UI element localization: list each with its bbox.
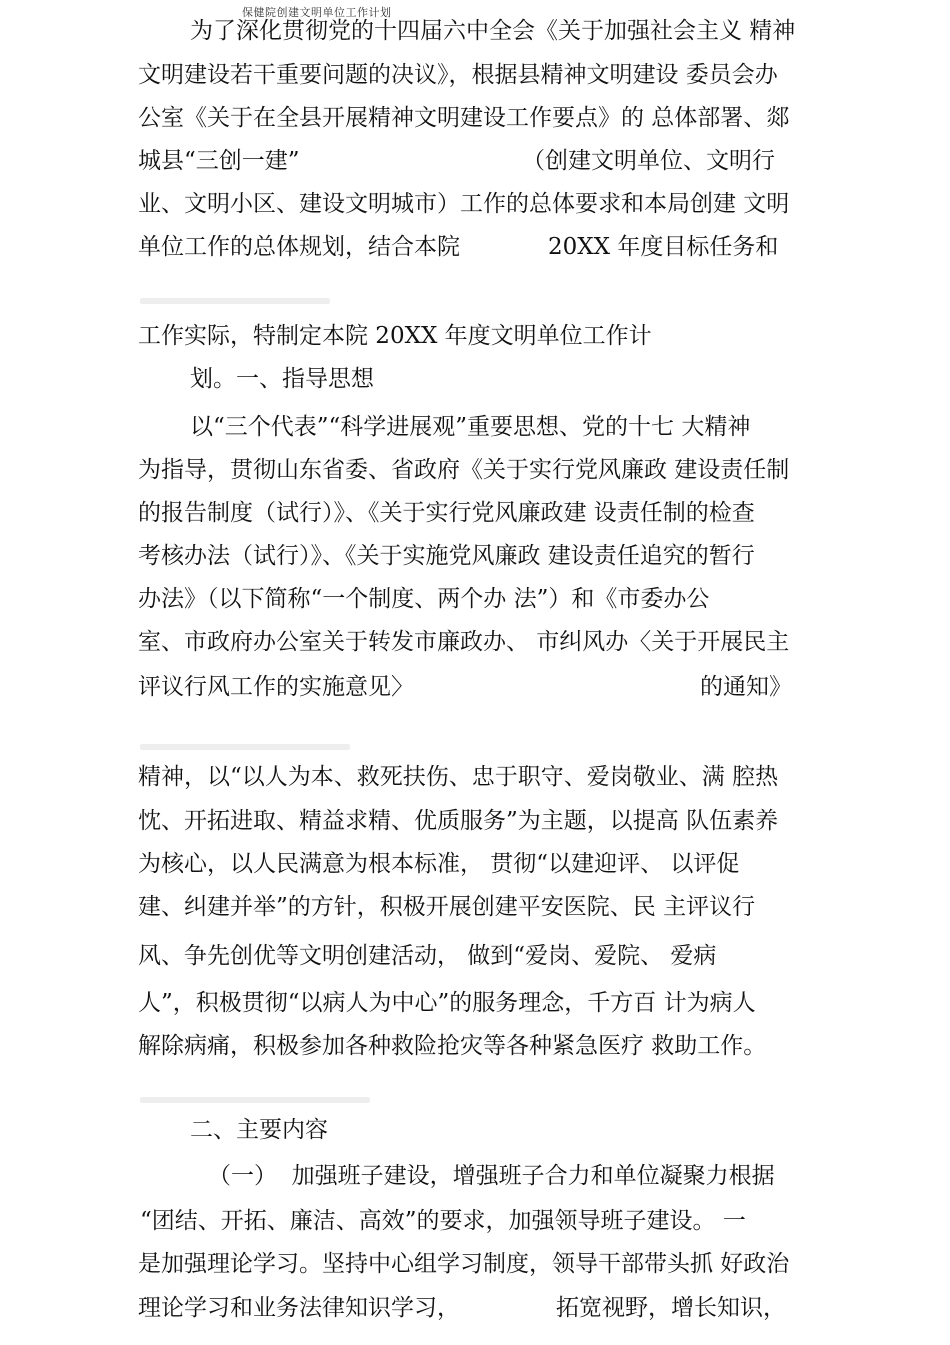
text-line: 拓宽视野，增长知识， [556, 1295, 786, 1321]
text-line: 为核心，以人民满意为根本标准， 贯彻“以建迎评、 以评促 [138, 851, 740, 877]
text-line: （一） 加强班子建设，增强班子合力和单位凝聚力根据 [208, 1163, 775, 1189]
text-line: 理论学习和业务法律知识学习， [138, 1295, 460, 1321]
text-line: 文明建设若干重要问题的决议》，根据县精神文明建设 委员会办 [138, 62, 778, 88]
text-line: 20XX 年度目标任务和 [548, 234, 779, 260]
text-line: 的通知》 [700, 674, 792, 700]
faint-watermark-line [140, 298, 330, 304]
section-heading-1: 划。一、指导思想 [190, 366, 374, 392]
text-line: 精神，以“以人为本、救死扶伤、忠于职守、爱岗敬业、满 腔热 [138, 764, 779, 790]
text-line: 为指导，贯彻山东省委、省政府《关于实行党风廉政 建设责任制 [138, 457, 790, 483]
text-line: 忱、开拓进取、精益求精、优质服务”为主题，以提高 队伍素养 [138, 808, 779, 834]
text-line: 解除病痛，积极参加各种救险抢灾等各种紧急医疗 救助工作。 [138, 1033, 767, 1059]
page-header: 保健院创建文明单位工作计划 [242, 6, 392, 19]
text-line: 城县“三创一建” [138, 148, 300, 174]
faint-watermark-line [140, 1097, 370, 1103]
text-line: “团结、开拓、廉洁、高效”的要求，加强领导班子建设。 一 [140, 1208, 746, 1234]
text-line: 公室《关于在全县开展精神文明建设工作要点》的 总体部署、郯 [138, 105, 790, 131]
text-line: 单位工作的总体规划，结合本院 [138, 234, 460, 260]
text-line: 办法》（以下简称“一个制度、两个办 法”）和《市委办公 [138, 586, 710, 612]
text-line: （创建文明单位、文明行 [522, 148, 775, 174]
text-line: 风、争先创优等文明创建活动， 做到“爱岗、爱院、 爱病 [138, 943, 717, 969]
text-line: 为了深化贯彻党的十四届六中全会《关于加强社会主义 精神 [190, 18, 796, 44]
text-line: 是加强理论学习。坚持中心组学习制度，领导干部带头抓 好政治 [138, 1251, 790, 1277]
text-line: 人”，积极贯彻“以病人为中心”的服务理念，千方百 计为病人 [138, 990, 756, 1016]
text-line: 建、纠建并举”的方针，积极开展创建平安医院、民 主评议行 [138, 894, 756, 920]
faint-watermark-line [140, 744, 350, 750]
text-line: 工作实际，特制定本院 20XX 年度文明单位工作计 [138, 323, 652, 349]
section-heading-2: 二、主要内容 [190, 1117, 328, 1143]
text-line: 以“三个代表”“科学进展观”重要思想、党的十七 大精神 [190, 414, 751, 440]
text-line: 考核办法（试行）》、《关于实施党风廉政 建设责任追究的暂行 [138, 543, 755, 569]
text-line: 评议行风工作的实施意见〉 [138, 674, 414, 700]
text-line: 室、市政府办公室关于转发市廉政办、 市纠风办〈关于开展民主 [138, 629, 790, 655]
text-line: 的报告制度（试行）》、《关于实行党风廉政建 设责任制的检查 [138, 500, 755, 526]
text-line: 业、文明小区、建设文明城市）工作的总体要求和本局创建 文明 [138, 191, 790, 217]
